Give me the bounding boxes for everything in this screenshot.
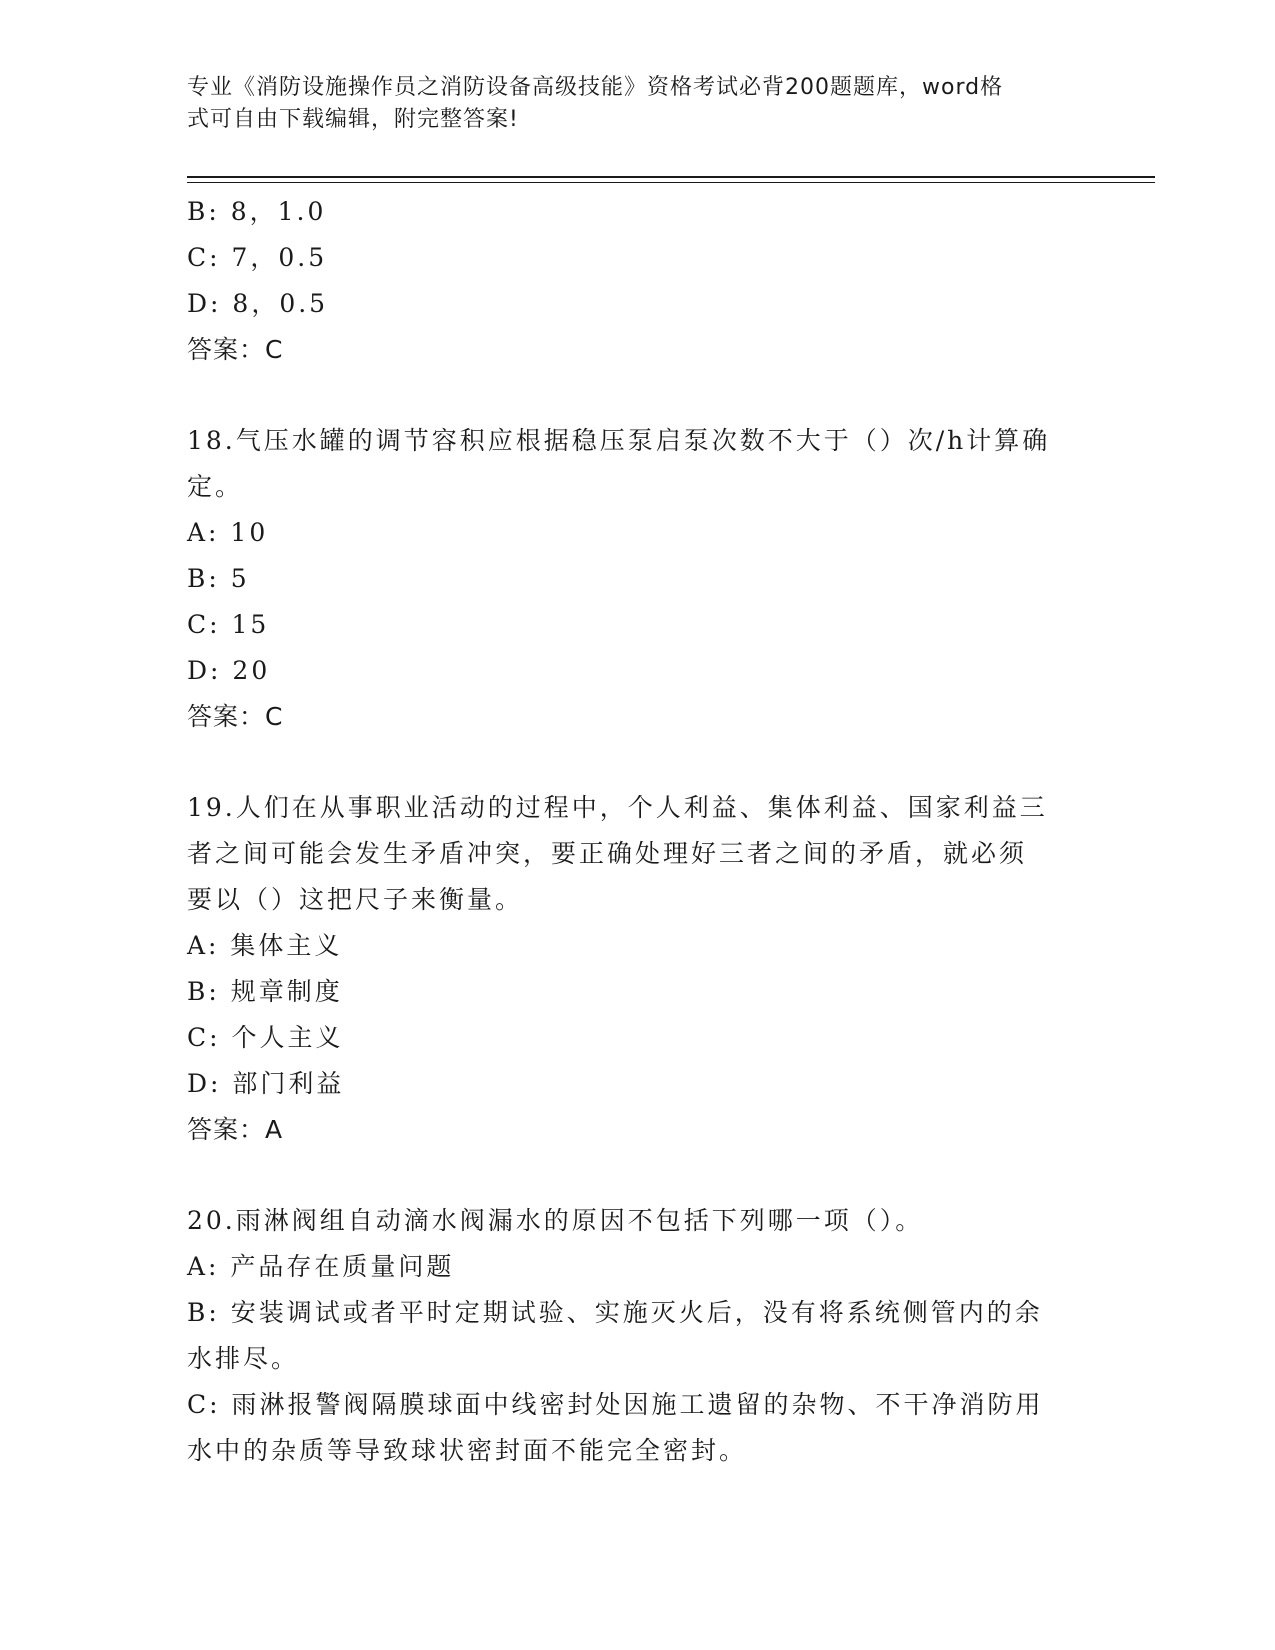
question-20 [187,1198,1087,1474]
document-header [187,72,1067,136]
question-stem-continued: 定。 [187,472,244,501]
question-18 [187,418,1087,740]
question-spacer [187,373,1087,418]
question-19 [187,785,1087,1153]
option-b: B: 安装调试或者平时定期试验、实施灭火后，没有将系统侧管内的余 [187,1298,1043,1327]
header-divider-thin [187,182,1155,183]
option-d: D: 部门利益 [187,1069,345,1098]
option-c: C: 雨淋报警阀隔膜球面中线密封处因施工遗留的杂物、不干净消防用 [187,1390,1044,1419]
header-divider-thick [187,176,1155,178]
option-a: A: 集体主义 [187,931,343,960]
option-c-continued: 水中的杂质等导致球状密封面不能完全密封。 [187,1436,748,1465]
answer-line: 答案：A [187,1115,284,1144]
option-c: C: 7，0.5 [187,243,328,272]
option-b-continued: 水排尽。 [187,1344,300,1373]
question-stem: 20.雨淋阀组自动滴水阀漏水的原因不包括下列哪一项（）。 [187,1206,924,1235]
option-b: B: 规章制度 [187,977,343,1006]
header-line-1: 专业《消防设施操作员之消防设备高级技能》资格考试必背200题题库，word格 [187,75,1004,100]
question-stem-continued: 者之间可能会发生矛盾冲突，要正确处理好三者之间的矛盾，就必须 [187,839,1028,868]
option-b: B: 5 [187,564,250,593]
option-c: C: 个人主义 [187,1023,344,1052]
option-b: B: 8，1.0 [187,197,327,226]
question-spacer [187,1153,1087,1198]
question-spacer [187,740,1087,785]
question-17-tail [187,189,1087,373]
question-stem: 18.气压水罐的调节容积应根据稳压泵启泵次数不大于（）次/h计算确 [187,426,1051,455]
answer-line: 答案：C [187,702,284,731]
option-d: D: 8，0.5 [187,289,329,318]
option-d: D: 20 [187,656,271,685]
option-a: A: 产品存在质量问题 [187,1252,455,1281]
answer-line: 答案：C [187,335,284,364]
header-line-2: 式可自由下载编辑，附完整答案! [187,107,519,132]
question-stem-continued: 要以（）这把尺子来衡量。 [187,885,524,914]
option-a: A: 10 [187,518,269,547]
question-stem: 19.人们在从事职业活动的过程中，个人利益、集体利益、国家利益三 [187,793,1048,822]
question-list [187,189,1087,1474]
option-c: C: 15 [187,610,270,639]
